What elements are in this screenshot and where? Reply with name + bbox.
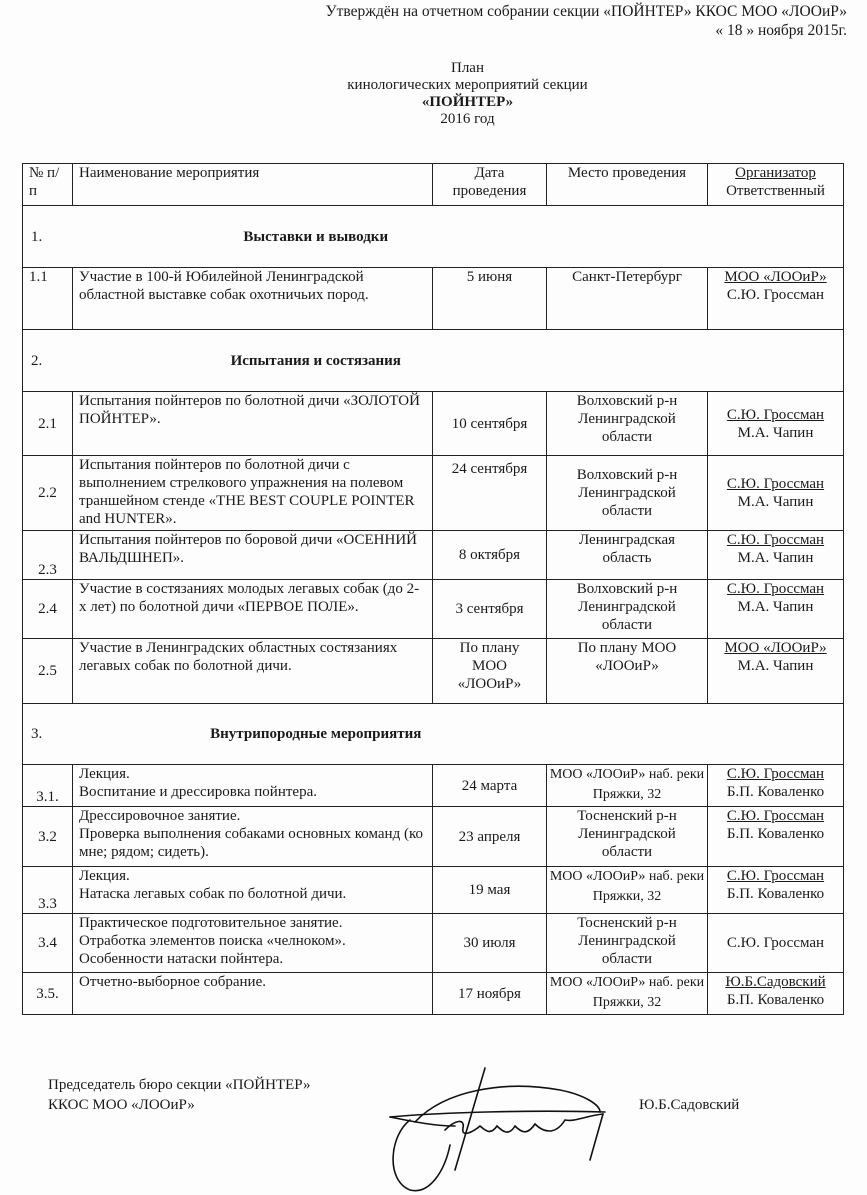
section-title: Выставки и выводки — [73, 206, 844, 268]
row-name: Испытания пойнтеров по болотной дичи «ЗОЛОТОЙ ПОЙНТЕР». — [73, 392, 433, 456]
organizer: С.Ю. Гроссман — [726, 476, 825, 492]
row-name: Участие в состязаниях молодых легавых собак (до 2-х лет) по болотной дичи «ПЕРВОЕ ПОЛЕ». — [73, 580, 433, 639]
row-num: 3.4 — [23, 914, 73, 973]
organizer: С.Ю. Гроссман — [726, 808, 825, 824]
events-table — [22, 163, 844, 1015]
row-name — [73, 867, 433, 914]
row-num: 2.4 — [23, 580, 73, 639]
row-num: 2.1 — [23, 392, 73, 456]
row-name-line: Дрессировочное занятие. — [79, 808, 241, 824]
row-name-line: Натаска легавых собак по болотной дичи. — [79, 886, 347, 902]
row-organizer — [708, 580, 844, 639]
row-organizer — [708, 639, 844, 704]
title-section-name: «ПОЙНТЕР» — [421, 94, 514, 110]
responsible: Б.П. Коваленко — [726, 992, 825, 1008]
row-organizer — [708, 268, 844, 330]
row-place: Санкт-Петербург — [547, 268, 708, 330]
row-date: 23 апреля — [433, 807, 547, 867]
table-row — [23, 867, 844, 914]
row-num: 3.1. — [23, 765, 73, 807]
row-place: МОО «ЛООиР» наб. реки Пряжки, 32 — [547, 765, 708, 807]
position-line: Председатель бюро секции «ПОЙНТЕР» — [48, 1077, 311, 1093]
responsible: С.Ю. Гроссман — [726, 935, 825, 951]
approval-date: « 18 » ноября 2015г. — [715, 22, 847, 39]
header-name: Наименование мероприятия — [73, 164, 433, 206]
row-place: Тосненский р-н Ленинградской области — [547, 914, 708, 973]
row-place: Волховский р-н Ленинградской области — [547, 392, 708, 456]
row-date: По плану МОО «ЛООиР» — [433, 639, 547, 704]
row-place: МОО «ЛООиР» наб. реки Пряжки, 32 — [547, 973, 708, 1015]
handwritten-signature-icon — [385, 1060, 615, 1195]
section-row — [23, 206, 844, 268]
row-name — [73, 807, 433, 867]
header-organizer — [708, 164, 844, 206]
section-num: 2. — [23, 330, 73, 392]
row-num: 2.2 — [23, 456, 73, 531]
row-place: Волховский р-н Ленинградской области — [547, 456, 708, 531]
table-row — [23, 807, 844, 867]
row-name — [73, 914, 433, 973]
row-date: 10 сентября — [433, 392, 547, 456]
row-place: Тосненский р-н Ленинградской области — [547, 807, 708, 867]
row-num: 1.1 — [23, 268, 73, 330]
title-plan: План — [450, 60, 484, 76]
organizer: Ю.Б.Садовский — [725, 974, 826, 990]
document-title — [0, 60, 867, 128]
row-name-line: Лекция. — [79, 766, 130, 782]
row-num: 2.5 — [23, 639, 73, 704]
header-organizer-label: Организатор — [735, 165, 816, 181]
row-name: Участие в Ленинградских областных состязаниях легавых собак по болотной дичи. — [73, 639, 433, 704]
row-date: 30 июля — [433, 914, 547, 973]
row-name-line: Практическое подготовительное занятие. — [79, 915, 343, 931]
row-organizer — [708, 973, 844, 1015]
row-num: 3.3 — [23, 867, 73, 914]
title-subtitle: кинологических мероприятий секции — [347, 77, 588, 93]
row-place: МОО «ЛООиР» наб. реки Пряжки, 32 — [547, 867, 708, 914]
table-row — [23, 765, 844, 807]
organizer: МОО «ЛООиР» — [724, 640, 827, 656]
row-name-line: Проверка выполнения собаками основных команд (ко мне; рядом; сидеть). — [79, 826, 423, 860]
row-date: 24 сентября — [433, 456, 547, 531]
row-num: 3.5. — [23, 973, 73, 1015]
row-date: 5 июня — [433, 268, 547, 330]
table-row — [23, 639, 844, 704]
row-organizer — [708, 867, 844, 914]
signatory-name: Ю.Б.Садовский — [639, 1097, 740, 1113]
row-name-line: Воспитание и дрессировка пойнтера. — [79, 784, 317, 800]
row-name: Участие в 100-й Юбилейной Ленинградской областной выставке собак охотничьих пород. — [73, 268, 433, 330]
signatory-position — [48, 1075, 311, 1115]
row-organizer — [708, 456, 844, 531]
header-responsible-label: Ответственный — [726, 183, 825, 199]
position-line: ККОС МОО «ЛООиР» — [48, 1097, 195, 1113]
responsible: Б.П. Коваленко — [726, 784, 825, 800]
header-date: Дата проведения — [433, 164, 547, 206]
row-num: 2.3 — [23, 531, 73, 580]
organizer: МОО «ЛООиР» — [724, 269, 827, 285]
row-name-line: Лекция. — [79, 868, 130, 884]
row-organizer — [708, 531, 844, 580]
row-place: Волховский р-н Ленинградской области — [547, 580, 708, 639]
row-date: 8 октября — [433, 531, 547, 580]
row-name — [73, 973, 433, 1015]
table-header-row — [23, 164, 844, 206]
row-date: 17 ноября — [433, 973, 547, 1015]
organizer: С.Ю. Гроссман — [726, 581, 825, 597]
row-organizer — [708, 807, 844, 867]
row-name — [73, 765, 433, 807]
table-row — [23, 973, 844, 1015]
row-name-line: Особенности натаски пойнтера. — [79, 951, 284, 967]
responsible: М.А. Чапин — [737, 599, 814, 615]
organizer: С.Ю. Гроссман — [726, 868, 825, 884]
approval-note — [326, 2, 847, 40]
organizer: С.Ю. Гроссман — [726, 766, 825, 782]
table-row — [23, 914, 844, 973]
row-name-line: Отчетно-выборное собрание. — [79, 974, 266, 990]
table-row — [23, 456, 844, 531]
organizer: С.Ю. Гроссман — [726, 406, 825, 423]
table-row — [23, 392, 844, 456]
header-num: № п/п — [23, 164, 73, 206]
row-name-line: Отработка элементов поиска «челноком». — [79, 933, 346, 949]
section-row — [23, 704, 844, 765]
row-name: Испытания пойнтеров по болотной дичи с выполнением стрелкового упражнения на полевом траншейном стенде «THE BEST COUPLE POINTER and HUNTER». — [73, 456, 433, 531]
title-year: 2016 год — [440, 111, 495, 127]
row-date: 19 мая — [433, 867, 547, 914]
section-title: Внутрипородные мероприятия — [73, 704, 844, 765]
responsible: С.Ю. Гроссман — [726, 287, 825, 303]
header-place: Место проведения — [547, 164, 708, 206]
organizer: С.Ю. Гроссман — [726, 532, 825, 548]
approval-line: Утверждён на отчетном собрании секции «ПОЙНТЕР» ККОС МОО «ЛООиР» — [325, 3, 847, 20]
section-row — [23, 330, 844, 392]
responsible: Б.П. Коваленко — [726, 886, 825, 902]
section-num: 3. — [23, 704, 73, 765]
responsible: М.А. Чапин — [737, 550, 814, 566]
row-date: 24 марта — [433, 765, 547, 807]
row-organizer — [708, 765, 844, 807]
row-place: Ленинградская область — [547, 531, 708, 580]
section-title: Испытания и состязания — [73, 330, 844, 392]
table-row — [23, 268, 844, 330]
table-row — [23, 580, 844, 639]
row-place: По плану МОО «ЛООиР» — [547, 639, 708, 704]
table-row — [23, 531, 844, 580]
row-organizer — [708, 914, 844, 973]
row-date: 3 сентября — [433, 580, 547, 639]
responsible: Б.П. Коваленко — [726, 826, 825, 842]
responsible: М.А. Чапин — [737, 658, 814, 674]
responsible: М.А. Чапин — [737, 494, 814, 510]
row-name: Испытания пойнтеров по боровой дичи «ОСЕННИЙ ВАЛЬДШНЕП». — [73, 531, 433, 580]
row-organizer — [708, 392, 844, 456]
row-num: 3.2 — [23, 807, 73, 867]
responsible: М.А. Чапин — [737, 424, 814, 441]
section-num: 1. — [23, 206, 73, 268]
